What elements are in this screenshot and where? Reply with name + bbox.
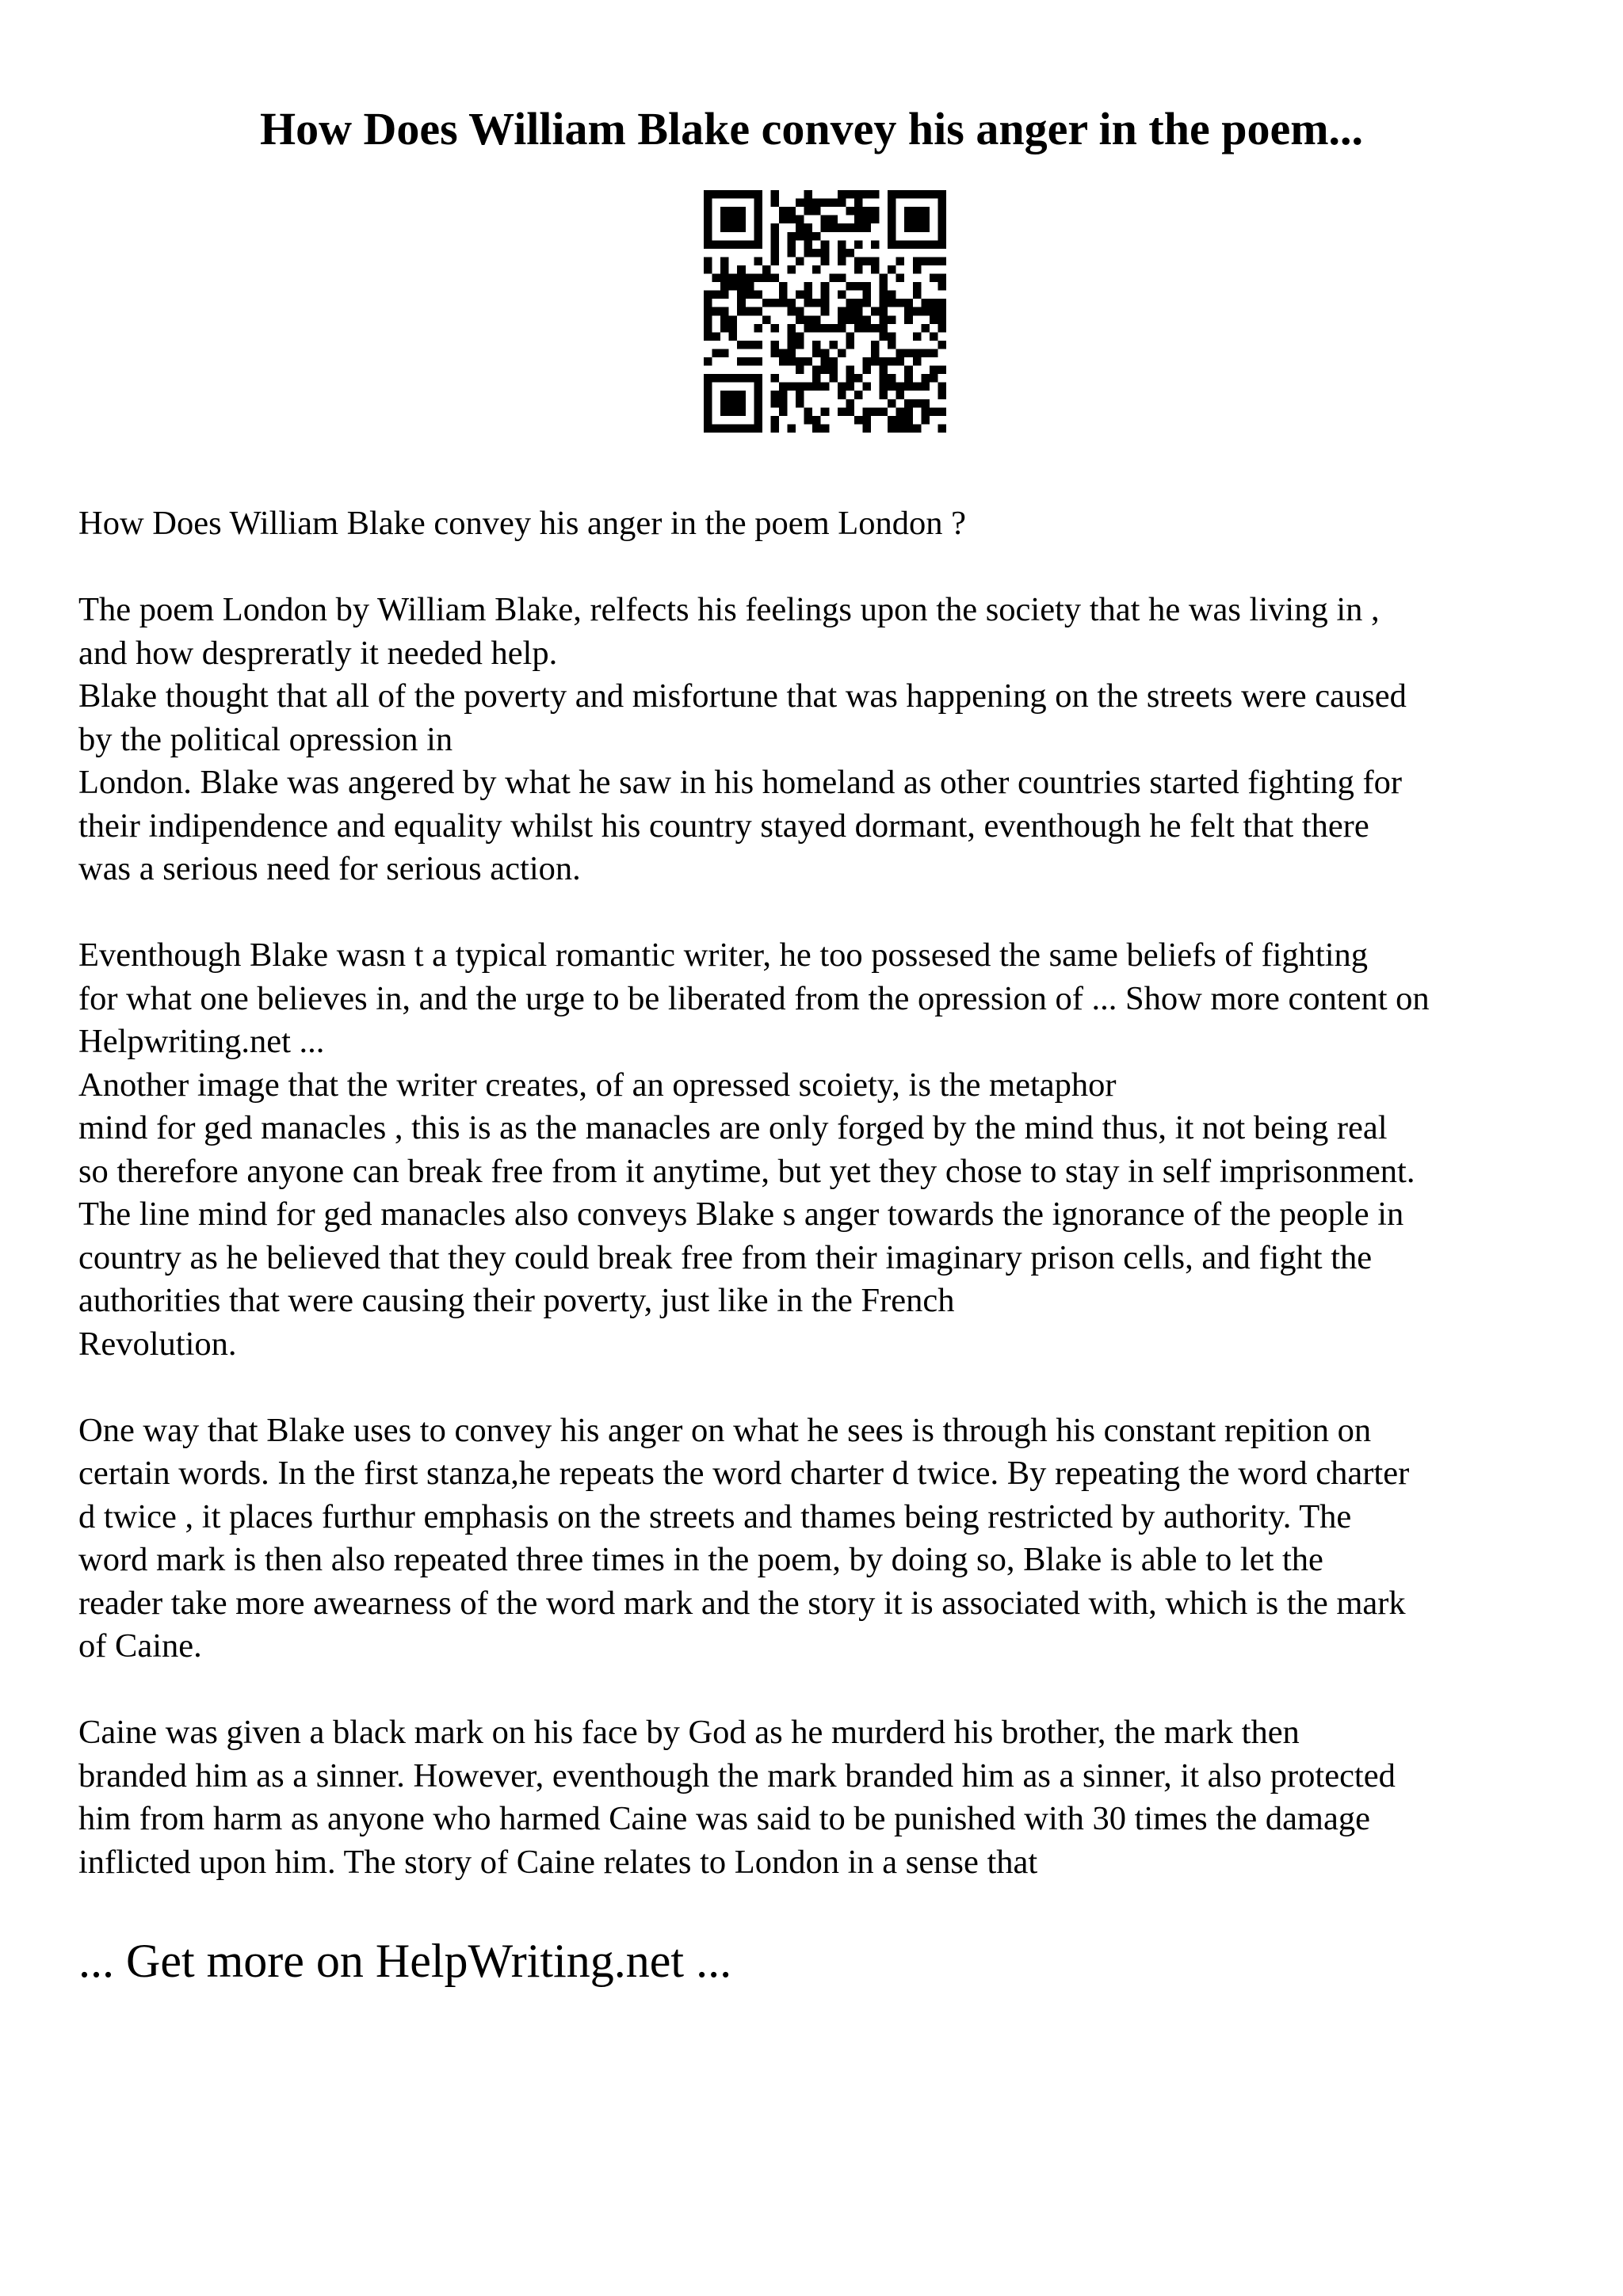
paragraph-line: branded him as a sinner. However, eventhough the mark branded him as a sinner, it also protected (78, 1756, 1396, 1794)
paragraph-line: The poem London by William Blake, relfects his feelings upon the society that he was living in , (78, 591, 1380, 628)
document-body (78, 502, 1576, 1928)
paragraph-list (78, 589, 1576, 1884)
paragraph-line: mind for ged manacles , this is as the manacles are only forged by the mind thus, it not being real (78, 1109, 1388, 1146)
paragraph-line: their indipendence and equality whilst his country stayed dormant, eventhough he felt that there (78, 807, 1369, 845)
paragraph-line: One way that Blake uses to convey his anger on what he sees is through his constant repition on (78, 1411, 1372, 1449)
paragraph-line: Revolution. (78, 1325, 237, 1363)
paragraph-line: for what one believes in, and the urge to be liberated from the opression of ... Show more content on (78, 979, 1430, 1017)
paragraph-line: Another image that the writer creates, of an opressed scoiety, is the metaphor (78, 1066, 1117, 1104)
get-more-link[interactable]: ... Get more on HelpWriting.net ... (78, 1935, 732, 1987)
paragraph-line: certain words. In the first stanza,he repeats the word charter d twice. By repeating the word charter (78, 1455, 1410, 1492)
qr-code-graphic (704, 190, 946, 433)
paragraph-line: The line mind for ged manacles also conveys Blake s anger towards the ignorance of the people in (78, 1196, 1404, 1233)
body-paragraph (78, 934, 1576, 1366)
paragraph-line: Eventhough Blake wasn t a typical romantic writer, he too possesed the same beliefs of fighting (78, 936, 1369, 974)
paragraph-line: inflicted upon him. The story of Caine relates to London in a sense that (78, 1843, 1038, 1881)
paragraph-line: London. Blake was angered by what he saw in his homeland as other countries started fighting for (78, 764, 1403, 801)
paragraph-line: reader take more awearness of the word mark and the story it is associated with, which is the mark (78, 1584, 1406, 1622)
qr-code-icon (704, 190, 946, 433)
paragraph-line: Blake thought that all of the poverty and misfortune that was happening on the streets were caused (78, 677, 1407, 715)
paragraph-line: and how despreratly it needed help. (78, 634, 558, 672)
paragraph-line: Caine was given a black mark on his face by God as he murderd his brother, the mark then (78, 1714, 1300, 1751)
heading-line (78, 502, 1576, 546)
paragraph-line: authorities that were causing their poverty, just like in the French (78, 1282, 955, 1319)
paragraph-line: Helpwriting.net ... (78, 1023, 325, 1060)
paragraph-line: country as he believed that they could break free from their imaginary prison cells, and fight the (78, 1238, 1373, 1276)
paragraph-line: of Caine. (78, 1627, 202, 1665)
paragraph-line: word mark is then also repeated three times in the poem, by doing so, Blake is able to let the (78, 1541, 1323, 1578)
body-paragraph (78, 1711, 1576, 1884)
heading-line-text: How Does William Blake convey his anger in the poem London ? (78, 505, 966, 542)
body-paragraph (78, 589, 1576, 891)
paragraph-line: d twice , it places furthur emphasis on the streets and thames being restricted by authority. The (78, 1497, 1352, 1535)
document-title: How Does William Blake convey his anger in the poem... (259, 103, 1364, 154)
body-paragraph (78, 1409, 1576, 1669)
paragraph-line: by the political opression in (78, 720, 453, 758)
paragraph-line: was a serious need for serious action. (78, 850, 581, 887)
paragraph-line: so therefore anyone can break free from it anytime, but yet they chose to stay in self imprisonment. (78, 1152, 1415, 1190)
paragraph-line: him from harm as anyone who harmed Caine was said to be punished with 30 times the damage (78, 1800, 1370, 1837)
